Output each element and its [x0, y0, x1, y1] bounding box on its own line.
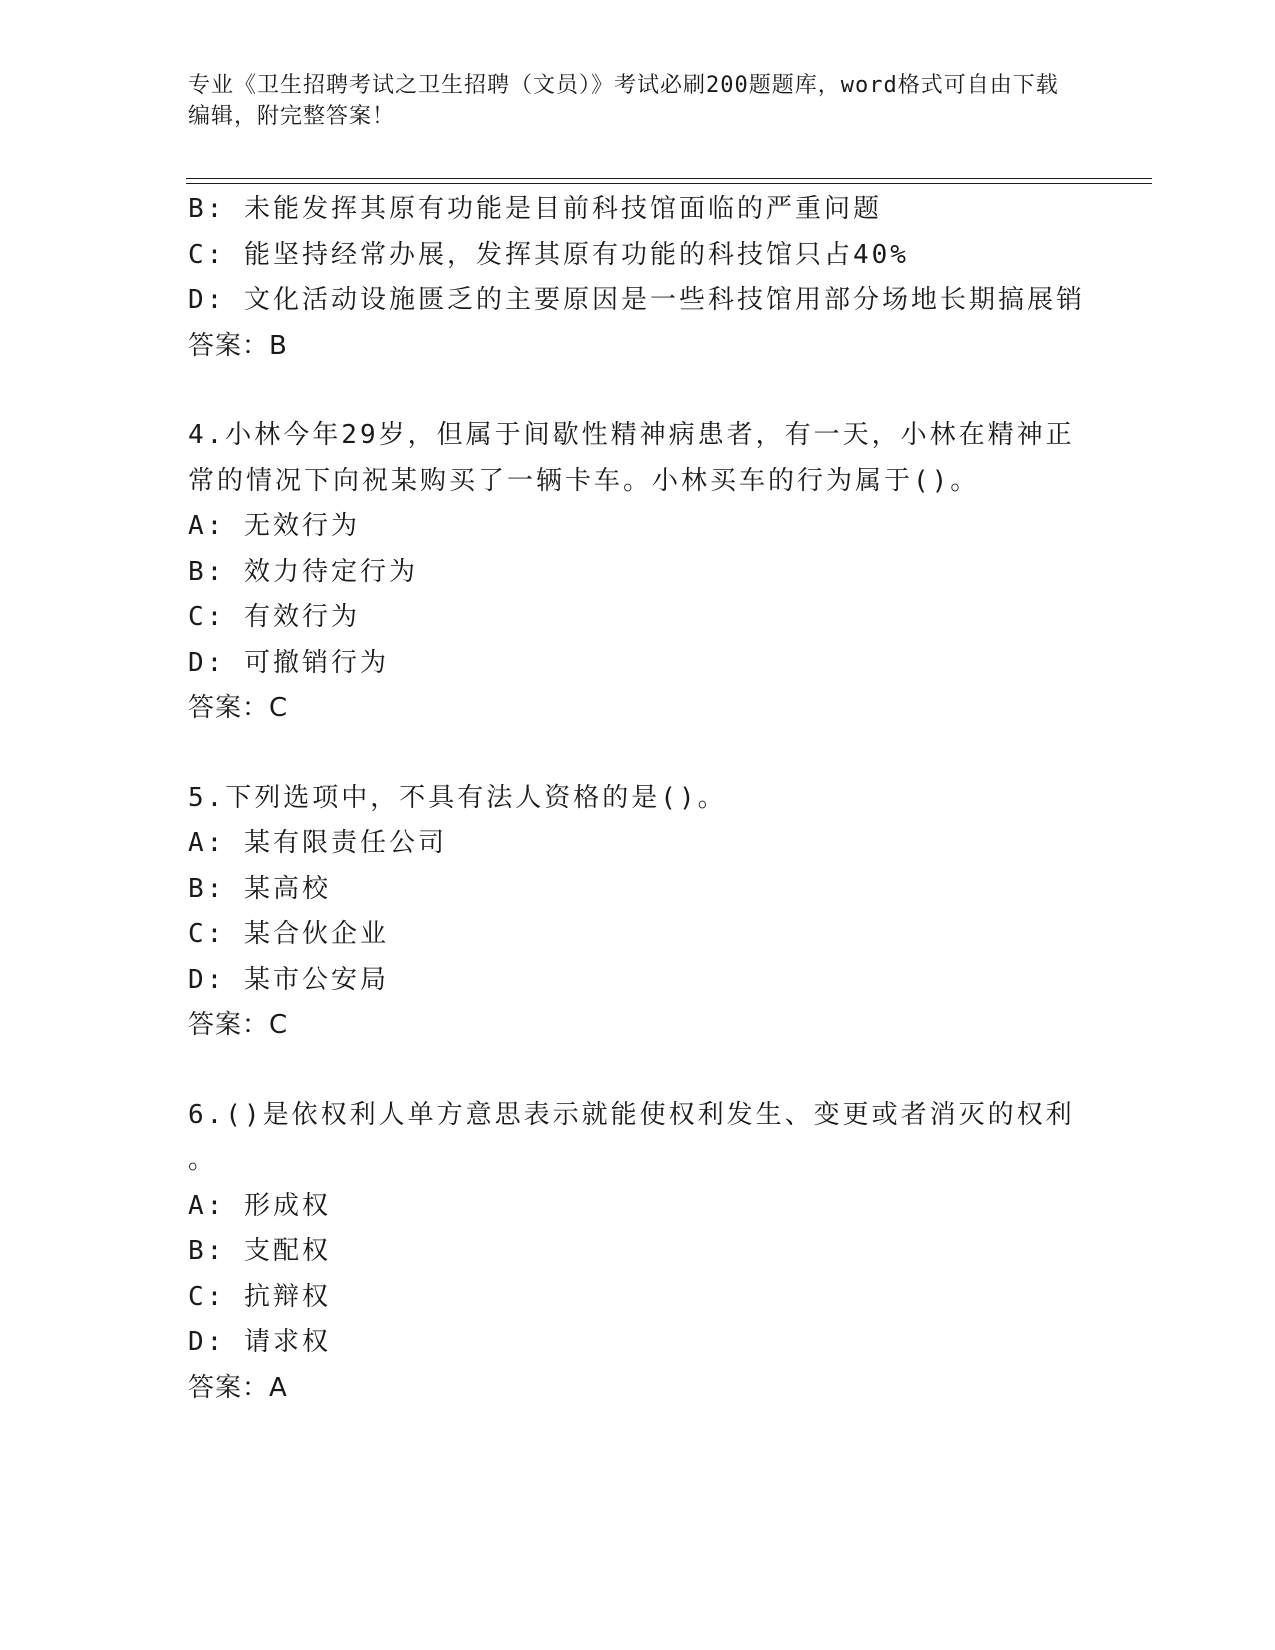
option-a: A: 无效行为: [188, 511, 360, 541]
option-c: C: 抗辩权: [188, 1281, 331, 1312]
option-d: D: 可撤销行为: [188, 647, 389, 678]
question-text-line: 常的情况下向祝某购买了一辆卡车。小林买车的行为属于()。: [188, 465, 980, 496]
option-c: C: 某合伙企业: [188, 919, 389, 949]
document-body: [188, 187, 1088, 1411]
answer: 答案：C: [188, 1010, 289, 1040]
option-d: D: 文化活动设施匮乏的主要原因是一些科技馆用部分场地长期搞展销: [188, 285, 1085, 315]
option-b: B: 未能发挥其原有功能是目前科技馆面临的严重问题: [188, 194, 882, 224]
option-b: B: 效力待定行为: [188, 556, 418, 587]
question-text-line: 。: [188, 1145, 218, 1175]
question-5: [188, 776, 1088, 1049]
option-a: A: 某有限责任公司: [188, 828, 447, 858]
question-text-line: 4.小林今年29岁，但属于间歇性精神病患者，有一天，小林在精神正: [188, 420, 1075, 450]
question-6: [188, 1093, 1088, 1412]
option-c: C: 能坚持经常办展，发挥其原有功能的科技馆只占40%: [188, 239, 909, 270]
continued-question: [188, 187, 1088, 369]
question-text-line: 5.下列选项中，不具有法人资格的是()。: [188, 782, 727, 813]
option-c: C: 有效行为: [188, 602, 360, 632]
option-b: B: 支配权: [188, 1236, 331, 1266]
answer: 答案：A: [188, 1372, 288, 1403]
option-b: B: 某高校: [188, 873, 331, 904]
header-rule-top: [186, 178, 1152, 179]
option-a: A: 形成权: [188, 1190, 331, 1221]
option-d: D: 请求权: [188, 1327, 331, 1357]
answer: 答案：C: [188, 693, 289, 723]
document-header: 专业《卫生招聘考试之卫生招聘（文员）》考试必刷200题题库，word格式可自由下载编辑，附完整答案！: [188, 73, 1059, 129]
option-d: D: 某市公安局: [188, 964, 389, 995]
answer: 答案：B: [188, 330, 288, 361]
header-rule-bottom: [186, 183, 1152, 184]
question-4: [188, 413, 1088, 732]
question-text-line: 6.()是依权利人单方意思表示就能使权利发生、变更或者消灭的权利: [188, 1099, 1075, 1130]
